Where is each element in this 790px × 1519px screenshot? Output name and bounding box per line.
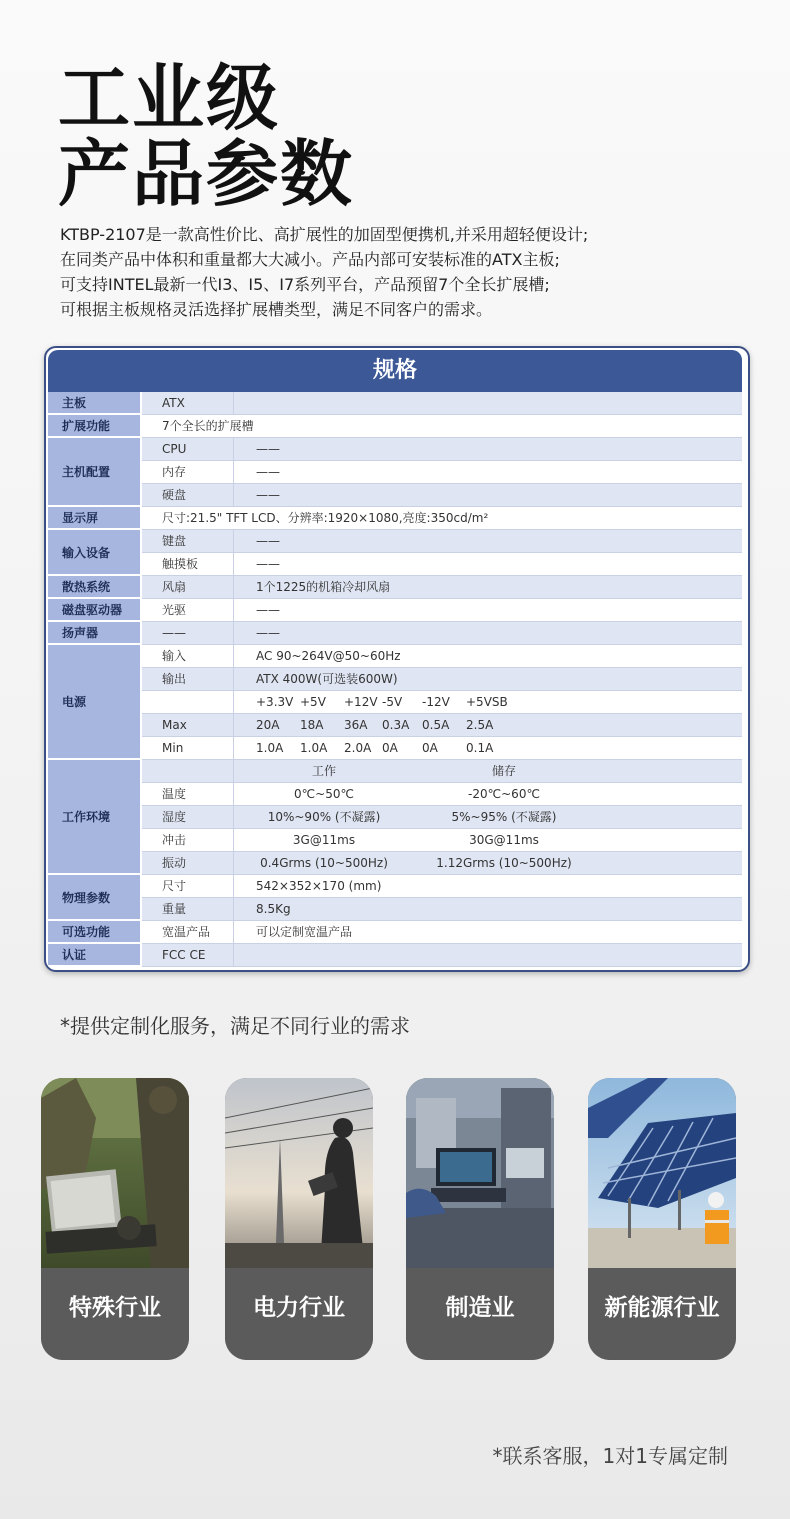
industry-card-manufacturing[interactable]	[406, 1078, 554, 1360]
spec-heading: 规格	[48, 350, 742, 392]
spec-subitem: Max	[142, 714, 234, 736]
spec-value	[234, 714, 742, 736]
spec-value: 1个1225的机箱冷却风扇	[256, 580, 391, 594]
spec-category: 电源	[48, 645, 142, 760]
custom-service-note: *提供定制化服务，满足不同行业的需求	[60, 1014, 410, 1038]
spec-row	[142, 484, 742, 507]
spec-value-cell: 1.0A	[256, 741, 284, 755]
spec-row	[142, 783, 742, 806]
spec-subitem: 温度	[142, 783, 234, 805]
spec-value: ——	[256, 557, 280, 571]
spec-subitem: 硬盘	[142, 484, 234, 506]
spec-row	[142, 576, 742, 599]
spec-subitem: 输出	[142, 668, 234, 690]
spec-value-cell: -12V	[422, 695, 450, 709]
spec-value-cell: 0.4Grms (10~500Hz)	[260, 856, 388, 870]
spec-subitem: 尺寸	[142, 875, 234, 897]
spec-subitem: 宽温产品	[142, 921, 234, 943]
spec-category: 认证	[48, 944, 142, 967]
spec-row	[142, 507, 742, 530]
spec-value: 尺寸:21.5" TFT LCD、分辨率:1920×1080,亮度:350cd/m²	[162, 511, 489, 525]
spec-subitem: 触摸板	[142, 553, 234, 575]
spec-value: 8.5Kg	[256, 902, 291, 916]
spec-value-cell: 0A	[382, 741, 398, 755]
spec-table	[44, 346, 750, 972]
industry-label: 新能源行业	[588, 1268, 736, 1360]
power-line-photo	[225, 1078, 373, 1268]
contact-note: *联系客服，1对1专属定制	[492, 1444, 728, 1468]
spec-value-cell: +3.3V	[256, 695, 294, 709]
intro-line: 可支持INTEL最新一代I3、I5、I7系列平台，产品预留7个全长扩展槽;	[60, 275, 550, 294]
spec-value-cell: -20℃~60℃	[468, 787, 540, 801]
spec-category: 扬声器	[48, 622, 142, 645]
spec-value-cell: +5V	[300, 695, 326, 709]
spec-row	[142, 714, 742, 737]
spec-row	[142, 898, 742, 921]
spec-category: 磁盘驱动器	[48, 599, 142, 622]
spec-value-cell: 36A	[344, 718, 368, 732]
spec-value	[234, 392, 742, 414]
spec-row	[142, 921, 742, 944]
spec-value-cell: 3G@11ms	[292, 833, 356, 847]
spec-value: ATX 400W(可选装600W)	[256, 672, 398, 686]
spec-row	[142, 438, 742, 461]
spec-value: ——	[256, 626, 280, 640]
factory-photo	[406, 1078, 554, 1268]
spec-category: 工作环境	[48, 760, 142, 875]
spec-subitem: FCC CE	[142, 944, 234, 966]
spec-row	[142, 829, 742, 852]
spec-value-cell: 20A	[256, 718, 280, 732]
spec-subitem: ——	[142, 622, 234, 644]
spec-value	[234, 783, 742, 805]
spec-row	[142, 599, 742, 622]
spec-category: 扩展功能	[48, 415, 142, 438]
spec-value	[234, 691, 742, 713]
spec-subitem: 光驱	[142, 599, 234, 621]
spec-row	[142, 668, 742, 691]
intro-line: KTBP-2107是一款高性价比、高扩展性的加固型便携机,并采用超轻便设计;	[60, 225, 589, 244]
spec-value-cell: 30G@11ms	[469, 833, 539, 847]
spec-value-cell: +12V	[344, 695, 378, 709]
spec-value: 542×352×170 (mm)	[256, 879, 382, 893]
spec-category: 可选功能	[48, 921, 142, 944]
spec-value: ——	[256, 465, 280, 479]
spec-value-cell: 2.0A	[344, 741, 372, 755]
spec-subitem: 输入	[142, 645, 234, 667]
page-title	[58, 56, 355, 216]
spec-row	[142, 944, 742, 967]
industry-label: 制造业	[406, 1268, 554, 1360]
spec-row	[142, 530, 742, 553]
solar-panel-photo	[588, 1078, 736, 1268]
spec-subitem: 冲击	[142, 829, 234, 851]
intro-line: 在同类产品中体积和重量都大大减小。产品内部可安装标准的ATX主板;	[60, 250, 560, 269]
spec-subitem: 风扇	[142, 576, 234, 598]
spec-subitem: 振动	[142, 852, 234, 874]
spec-row	[142, 645, 742, 668]
spec-value: ——	[256, 534, 280, 548]
spec-subitem: 重量	[142, 898, 234, 920]
spec-category: 显示屏	[48, 507, 142, 530]
spec-row	[142, 461, 742, 484]
spec-value-cell: 2.5A	[466, 718, 494, 732]
spec-subitem: CPU	[142, 438, 234, 460]
spec-row	[142, 553, 742, 576]
spec-value	[234, 760, 742, 782]
industry-card-power[interactable]	[225, 1078, 373, 1360]
title-line-1: 工业级	[58, 56, 281, 140]
spec-value-cell: 0.5A	[422, 718, 450, 732]
spec-value-cell: 0A	[422, 741, 438, 755]
spec-value: ——	[256, 603, 280, 617]
spec-value	[234, 829, 742, 851]
spec-value-cell: 0.1A	[466, 741, 494, 755]
spec-value-cell: 工作	[311, 764, 336, 778]
spec-category: 散热系统	[48, 576, 142, 599]
industry-card-special[interactable]	[41, 1078, 189, 1360]
spec-value: 7个全长的扩展槽	[162, 419, 254, 433]
title-line-2: 产品参数	[58, 132, 355, 216]
spec-value-cell: 10%~90% (不凝露)	[267, 810, 381, 824]
spec-row	[142, 691, 742, 714]
spec-category: 输入设备	[48, 530, 142, 576]
spec-value-cell: 0℃~50℃	[294, 787, 354, 801]
spec-value-cell: 5%~95% (不凝露)	[451, 810, 557, 824]
spec-subitem	[142, 691, 234, 713]
spec-value-cell: +5VSB	[466, 695, 508, 709]
spec-value	[234, 852, 742, 874]
spec-value-cell: 1.0A	[300, 741, 328, 755]
spec-value-cell: 18A	[300, 718, 324, 732]
spec-row	[142, 622, 742, 645]
military-photo	[41, 1078, 189, 1268]
spec-row	[142, 737, 742, 760]
spec-value-cell: 1.12Grms (10~500Hz)	[436, 856, 572, 870]
spec-value: ——	[256, 442, 280, 456]
spec-value	[234, 737, 742, 759]
industry-label: 电力行业	[225, 1268, 373, 1360]
spec-row	[142, 806, 742, 829]
industry-card-new-energy[interactable]	[588, 1078, 736, 1360]
spec-row	[142, 415, 742, 438]
spec-value	[234, 944, 742, 966]
spec-subitem	[142, 760, 234, 782]
spec-subitem: Min	[142, 737, 234, 759]
spec-subitem: 键盘	[142, 530, 234, 552]
spec-row	[142, 760, 742, 783]
spec-value-cell: -5V	[382, 695, 403, 709]
spec-row	[142, 392, 742, 415]
spec-category: 主机配置	[48, 438, 142, 507]
spec-row	[142, 875, 742, 898]
spec-value-cell: 储存	[491, 764, 516, 778]
spec-value: AC 90~264V@50~60Hz	[256, 649, 401, 663]
spec-row	[142, 852, 742, 875]
spec-value-cell: 0.3A	[382, 718, 410, 732]
spec-category: 物理参数	[48, 875, 142, 921]
spec-subitem: ATX	[142, 392, 234, 414]
industry-label: 特殊行业	[41, 1268, 189, 1360]
intro-line: 可根据主板规格灵活选择扩展槽类型，满足不同客户的需求。	[60, 300, 493, 319]
spec-value	[234, 806, 742, 828]
spec-subitem: 湿度	[142, 806, 234, 828]
spec-value: ——	[256, 488, 280, 502]
spec-category: 主板	[48, 392, 142, 415]
spec-value: 可以定制宽温产品	[256, 925, 353, 939]
intro-text	[60, 222, 760, 322]
spec-subitem: 内存	[142, 461, 234, 483]
